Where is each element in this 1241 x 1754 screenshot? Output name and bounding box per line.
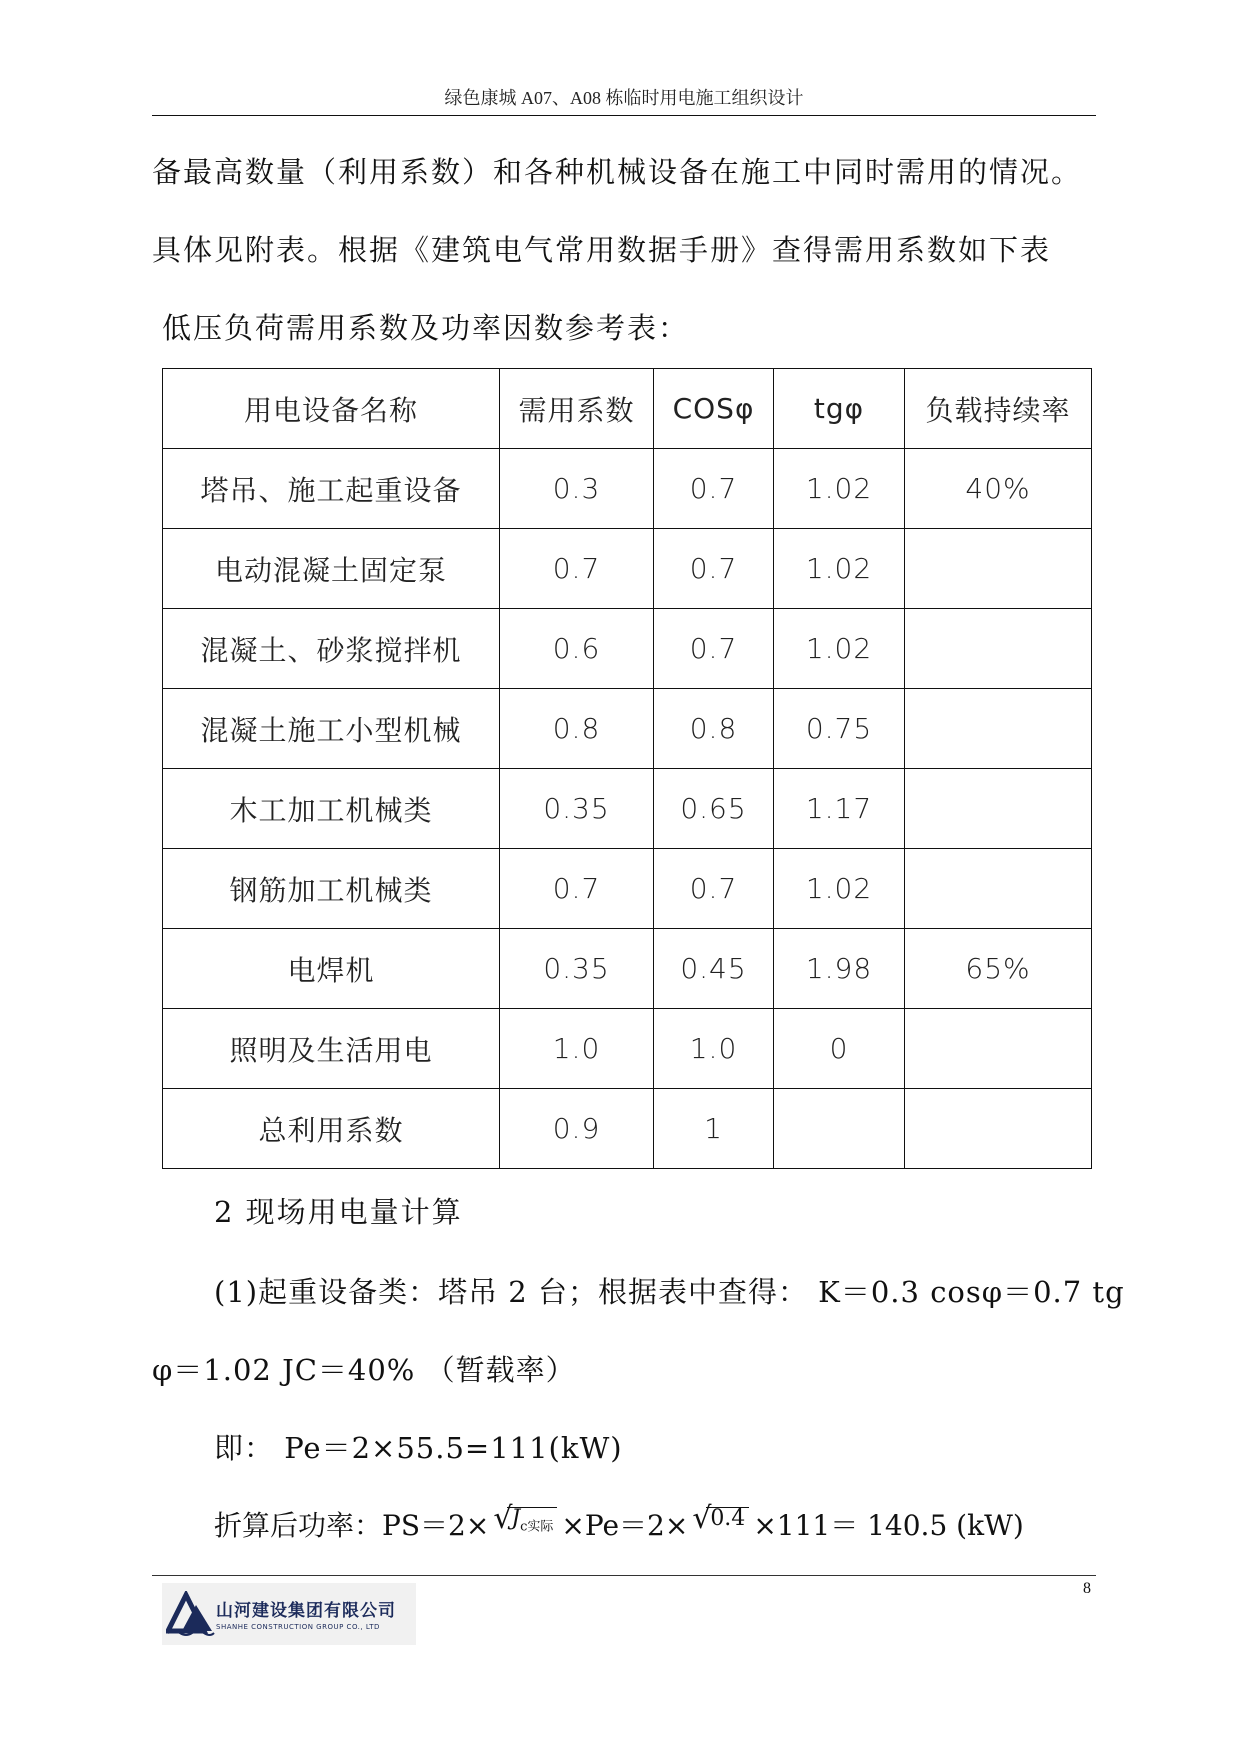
formula-mid: ×Pe＝2× xyxy=(561,1509,689,1542)
table-cell: 0.7 xyxy=(654,529,774,609)
header-cell-cos: COSφ xyxy=(654,369,774,449)
table-cell: 1.98 xyxy=(774,929,905,1009)
formula-suffix: ×111＝ 140.5 (kW) xyxy=(753,1509,1024,1542)
table-cell: 1.17 xyxy=(774,769,905,849)
table-cell: 0.8 xyxy=(500,689,654,769)
table-cell: 1.02 xyxy=(774,609,905,689)
table-cell: 塔吊、施工起重设备 xyxy=(163,449,500,529)
table-cell: 0.45 xyxy=(654,929,774,1009)
table-cell: 0.35 xyxy=(500,929,654,1009)
company-name-en: SHANHE CONSTRUCTION GROUP CO., LTD xyxy=(216,1623,380,1631)
table-row xyxy=(163,849,1092,929)
table-cell: 40% xyxy=(905,449,1092,529)
table-cell xyxy=(905,849,1092,929)
table-row xyxy=(163,609,1092,689)
table-cell xyxy=(905,529,1092,609)
table-row xyxy=(163,689,1092,769)
table-cell: 1.02 xyxy=(774,849,905,929)
table-cell: 0.7 xyxy=(500,849,654,929)
table-cell: 1.0 xyxy=(654,1009,774,1089)
table-row xyxy=(163,449,1092,529)
table-cell: 0.6 xyxy=(500,609,654,689)
table-cell: 1.0 xyxy=(500,1009,654,1089)
header-cell-demand: 需用系数 xyxy=(500,369,654,449)
table-cell: 电动混凝土固定泵 xyxy=(163,529,500,609)
sqrt-jc-expression: √ $J_{c实际}$ xyxy=(493,1507,557,1542)
demand-coefficient-table xyxy=(162,368,1092,1169)
table-cell: 钢筋加工机械类 xyxy=(163,849,500,929)
page-number: 8 xyxy=(1083,1580,1091,1597)
table-cell: 电焊机 xyxy=(163,929,500,1009)
body-paragraph-1: 备最高数量（利用系数）和各种机械设备在施工中同时需用的情况。 xyxy=(152,155,1083,189)
table-cell: 0.7 xyxy=(500,529,654,609)
table-cell xyxy=(905,1089,1092,1169)
table-cell: 0.7 xyxy=(654,849,774,929)
formula-prefix: 折算后功率：PS＝2× xyxy=(214,1509,490,1542)
table-cell: 混凝土施工小型机械 xyxy=(163,689,500,769)
sqrt-value: 0.4 xyxy=(706,1507,749,1530)
header-cell-tg: tgφ xyxy=(774,369,905,449)
table-cell: 0.35 xyxy=(500,769,654,849)
table-row xyxy=(163,929,1092,1009)
table-cell: 0.8 xyxy=(654,689,774,769)
table-row xyxy=(163,1089,1092,1169)
table-row xyxy=(163,1009,1092,1089)
table-cell: 0.7 xyxy=(654,449,774,529)
company-logo xyxy=(162,1583,416,1645)
page-header-title: 绿色康城 A07、A08 栋临时用电施工组织设计 xyxy=(444,88,804,108)
table-cell xyxy=(905,689,1092,769)
calc-line-2: φ＝1.02 JC＝40% （暂载率） xyxy=(152,1353,576,1387)
company-name-cn: 山河建设集团有限公司 xyxy=(216,1601,396,1621)
header-cell-equipment: 用电设备名称 xyxy=(163,369,500,449)
table-cell: 木工加工机械类 xyxy=(163,769,500,849)
table-cell xyxy=(905,1009,1092,1089)
table-cell xyxy=(774,1089,905,1169)
table-row xyxy=(163,769,1092,849)
footer-divider xyxy=(152,1575,1096,1576)
sqrt-value-expression: √ 0.4 xyxy=(692,1507,749,1542)
table-cell: 65% xyxy=(905,929,1092,1009)
table-cell: 总利用系数 xyxy=(163,1089,500,1169)
table-cell: 1.02 xyxy=(774,529,905,609)
calc-line-3: 即： Pe＝2×55.5=111(kW) xyxy=(214,1431,623,1465)
body-paragraph-2: 具体见附表。根据《建筑电气常用数据手册》查得需用系数如下表 xyxy=(152,233,1052,267)
table-cell: 0 xyxy=(774,1009,905,1089)
table-cell: 照明及生活用电 xyxy=(163,1009,500,1089)
header-divider xyxy=(152,115,1096,116)
table-caption: 低压负荷需用系数及功率因数参考表： xyxy=(162,311,690,345)
sqrt-jc-sub: c实际 xyxy=(520,1519,554,1535)
table-header-row xyxy=(163,369,1092,449)
calc-line-1: (1)起重设备类：塔吊 2 台；根据表中查得： K＝0.3 cosφ＝0.7 tg xyxy=(214,1275,1125,1309)
table-cell xyxy=(905,609,1092,689)
table-cell: 混凝土、砂浆搅拌机 xyxy=(163,609,500,689)
table-cell: 0.65 xyxy=(654,769,774,849)
calc-line-4-formula xyxy=(214,1501,1024,1544)
section-title: 2 现场用电量计算 xyxy=(214,1195,463,1229)
table-cell xyxy=(905,769,1092,849)
table-cell: 0.75 xyxy=(774,689,905,769)
mountain-river-logo-icon xyxy=(166,1591,216,1637)
table-row xyxy=(163,529,1092,609)
table-cell: 0.7 xyxy=(654,609,774,689)
table-cell: 1 xyxy=(654,1089,774,1169)
table-cell: 0.3 xyxy=(500,449,654,529)
sqrt-jc-var: J xyxy=(511,1506,521,1531)
table-cell: 0.9 xyxy=(500,1089,654,1169)
table-cell: 1.02 xyxy=(774,449,905,529)
header-cell-duty: 负载持续率 xyxy=(905,369,1092,449)
